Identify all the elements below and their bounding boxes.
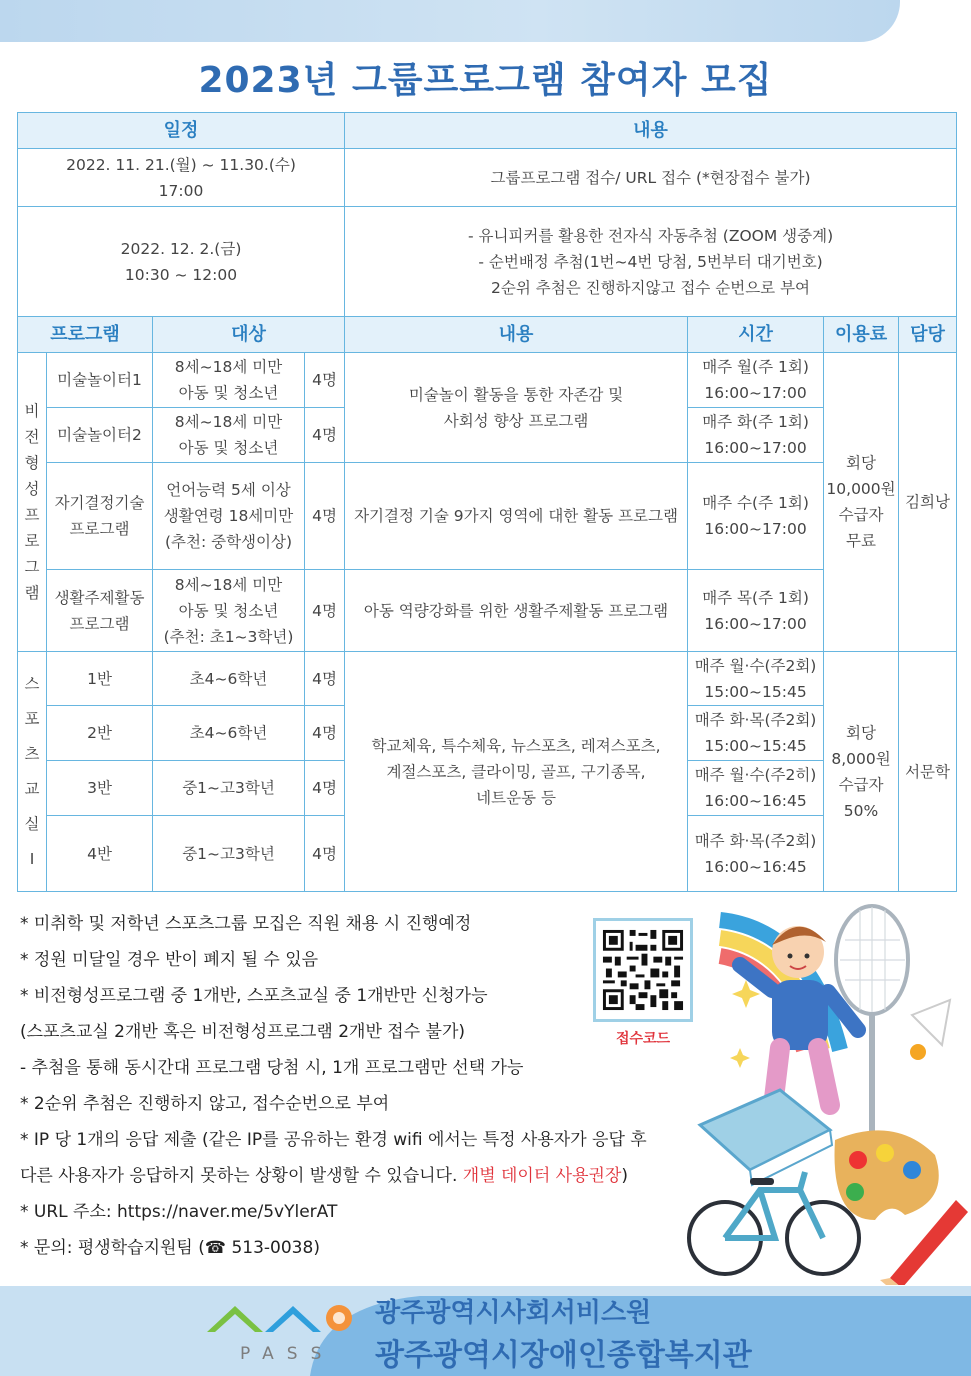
url-note: * URL 주소: https://naver.me/5vYlerAT	[20, 1202, 338, 1222]
program-content: 학교체육, 특수체육, 뉴스포츠, 레져스포츠, 계절스포츠, 클라이밍, 골프, 구기종목, 네트운동 등	[345, 652, 688, 892]
program-name: 2반	[47, 706, 153, 761]
note-line: * 2순위 추첨은 진행하지 않고, 접수순번으로 부여	[20, 1094, 390, 1114]
schedule-date-cell: 2022. 11. 21.(월) ~ 11.30.(수) 17:00	[18, 149, 345, 207]
recommend-highlight: 개별 데이터 사용권장	[462, 1166, 622, 1186]
program-target: 8세~18세 미만 아동 및 청소년	[153, 353, 305, 408]
program-time: 매주 수(주 1회) 16:00~17:00	[688, 463, 824, 570]
program-count: 4명	[305, 570, 345, 652]
schedule-header-date: 일정	[18, 113, 345, 149]
program-content: 아동 역량강화를 위한 생활주제활동 프로그램	[345, 570, 688, 652]
header-program: 프로그램	[18, 317, 153, 353]
schedule-content-cell: - 유니피커를 활용한 전자식 자동추첨 (ZOOM 생중계) - 순번배정 추첨(1번~4번 당첨, 5번부터 대기번호) 2순위 추첨은 진행하지않고 접수 순번으로 부여	[345, 207, 957, 317]
note-line: 다른 사용자가 응답하지 못하는 상황이 발생할 수 있습니다. 개별 데이터 사용권장)	[20, 1166, 629, 1186]
phone-number: ☎ 513-0038	[204, 1238, 314, 1258]
program-manager: 김희낭	[899, 353, 957, 652]
header-time: 시간	[688, 317, 824, 353]
program-count: 4명	[305, 652, 345, 706]
contact-note: * 문의: 평생학습지원팀 (☎ 513-0038)	[20, 1238, 320, 1258]
logo-text: PASS	[240, 1344, 335, 1364]
program-fee: 회당 10,000원 수급자 무료	[824, 353, 899, 652]
schedule-row	[18, 149, 957, 207]
group-label-sports: 스 포 츠 교 실 Ⅰ	[18, 652, 47, 892]
program-manager: 서문학	[899, 652, 957, 892]
program-name: 4반	[47, 816, 153, 892]
qr-code[interactable]	[593, 918, 693, 1022]
qr-icon	[600, 925, 686, 1015]
qr-label: 접수코드	[615, 1031, 671, 1047]
schedule-row	[18, 207, 957, 317]
schedule-date-cell: 2022. 12. 2.(금) 10:30 ~ 12:00	[18, 207, 345, 317]
program-name: 미술놀이터2	[47, 408, 153, 463]
group-label-nonformal: 비 전 형 성 프 로 그 램	[18, 353, 47, 652]
page-title: 2023년 그룹프로그램 참여자 모집	[198, 60, 773, 101]
note-line: - 추첨을 통해 동시간대 프로그램 당첨 시, 1개 프로그램만 선택 가능	[20, 1058, 524, 1078]
program-table	[17, 112, 957, 892]
program-time: 매주 화(주 1회) 16:00~17:00	[688, 408, 824, 463]
note-line: (스포츠교실 2개반 혹은 비전형성프로그램 2개반 접수 불가)	[20, 1022, 466, 1042]
program-content: 자기결정 기술 9가지 영역에 대한 활동 프로그램	[345, 463, 688, 570]
program-name: 생활주제활동 프로그램	[47, 570, 153, 652]
program-time: 매주 화·목(주2회) 16:00~16:45	[688, 816, 824, 892]
program-count: 4명	[305, 761, 345, 816]
program-time: 매주 화·목(주2회) 15:00~15:45	[688, 706, 824, 761]
header-fee: 이용료	[824, 317, 899, 353]
program-name: 미술놀이터1	[47, 353, 153, 408]
org-name-primary: 광주광역시사회서비스원	[375, 1298, 652, 1328]
program-header-row	[18, 317, 957, 353]
table-row	[18, 463, 957, 570]
program-name: 자기결정기술 프로그램	[47, 463, 153, 570]
program-count: 4명	[305, 353, 345, 408]
program-target: 8세~18세 미만 아동 및 청소년 (추천: 초1~3학년)	[153, 570, 305, 652]
program-target: 언어능력 5세 이상 생활연령 18세미만 (추천: 중학생이상)	[153, 463, 305, 570]
program-content: 미술놀이 활동을 통한 자존감 및 사회성 향상 프로그램	[345, 353, 688, 463]
program-count: 4명	[305, 816, 345, 892]
note-line: * 미취학 및 저학년 스포츠그룹 모집은 직원 채용 시 진행예정	[20, 914, 472, 934]
program-name: 3반	[47, 761, 153, 816]
table-row	[18, 353, 957, 408]
table-row	[18, 570, 957, 652]
note-line: * 비전형성프로그램 중 1개반, 스포츠교실 중 1개반만 신청가능	[20, 986, 488, 1006]
program-name: 1반	[47, 652, 153, 706]
program-time: 매주 월·수(주2히) 16:00~16:45	[688, 761, 824, 816]
program-target: 중1~고3학년	[153, 816, 305, 892]
schedule-header-content: 내용	[345, 113, 957, 149]
header-target: 대상	[153, 317, 345, 353]
program-fee: 회당 8,000원 수급자 50%	[824, 652, 899, 892]
program-target: 초4~6학년	[153, 706, 305, 761]
program-time: 매주 목(주 1회) 16:00~17:00	[688, 570, 824, 652]
schedule-content-cell: 그룹프로그램 접수/ URL 접수 (*현장접수 불가)	[345, 149, 957, 207]
schedule-header-row	[18, 113, 957, 149]
program-target: 중1~고3학년	[153, 761, 305, 816]
org-name-secondary: 광주광역시장애인종합복지관	[375, 1338, 752, 1373]
program-count: 4명	[305, 706, 345, 761]
top-decor-bar	[0, 0, 900, 42]
kids-sports-illustration	[680, 900, 970, 1285]
program-time: 매주 월·수(주2회) 15:00~15:45	[688, 652, 824, 706]
table-row	[18, 652, 957, 706]
program-count: 4명	[305, 463, 345, 570]
note-line: * 정원 미달일 경우 반이 폐지 될 수 있음	[20, 950, 319, 970]
note-line: * IP 당 1개의 응답 제출 (같은 IP를 공유하는 환경 wifi 에서는 특정 사용자가 응답 후	[20, 1130, 647, 1150]
header-manager: 담당	[899, 317, 957, 353]
header-content: 내용	[345, 317, 688, 353]
program-target: 8세~18세 미만 아동 및 청소년	[153, 408, 305, 463]
program-time: 매주 월(주 1회) 16:00~17:00	[688, 353, 824, 408]
pass-logo-icon	[205, 1296, 355, 1346]
program-count: 4명	[305, 408, 345, 463]
program-target: 초4~6학년	[153, 652, 305, 706]
